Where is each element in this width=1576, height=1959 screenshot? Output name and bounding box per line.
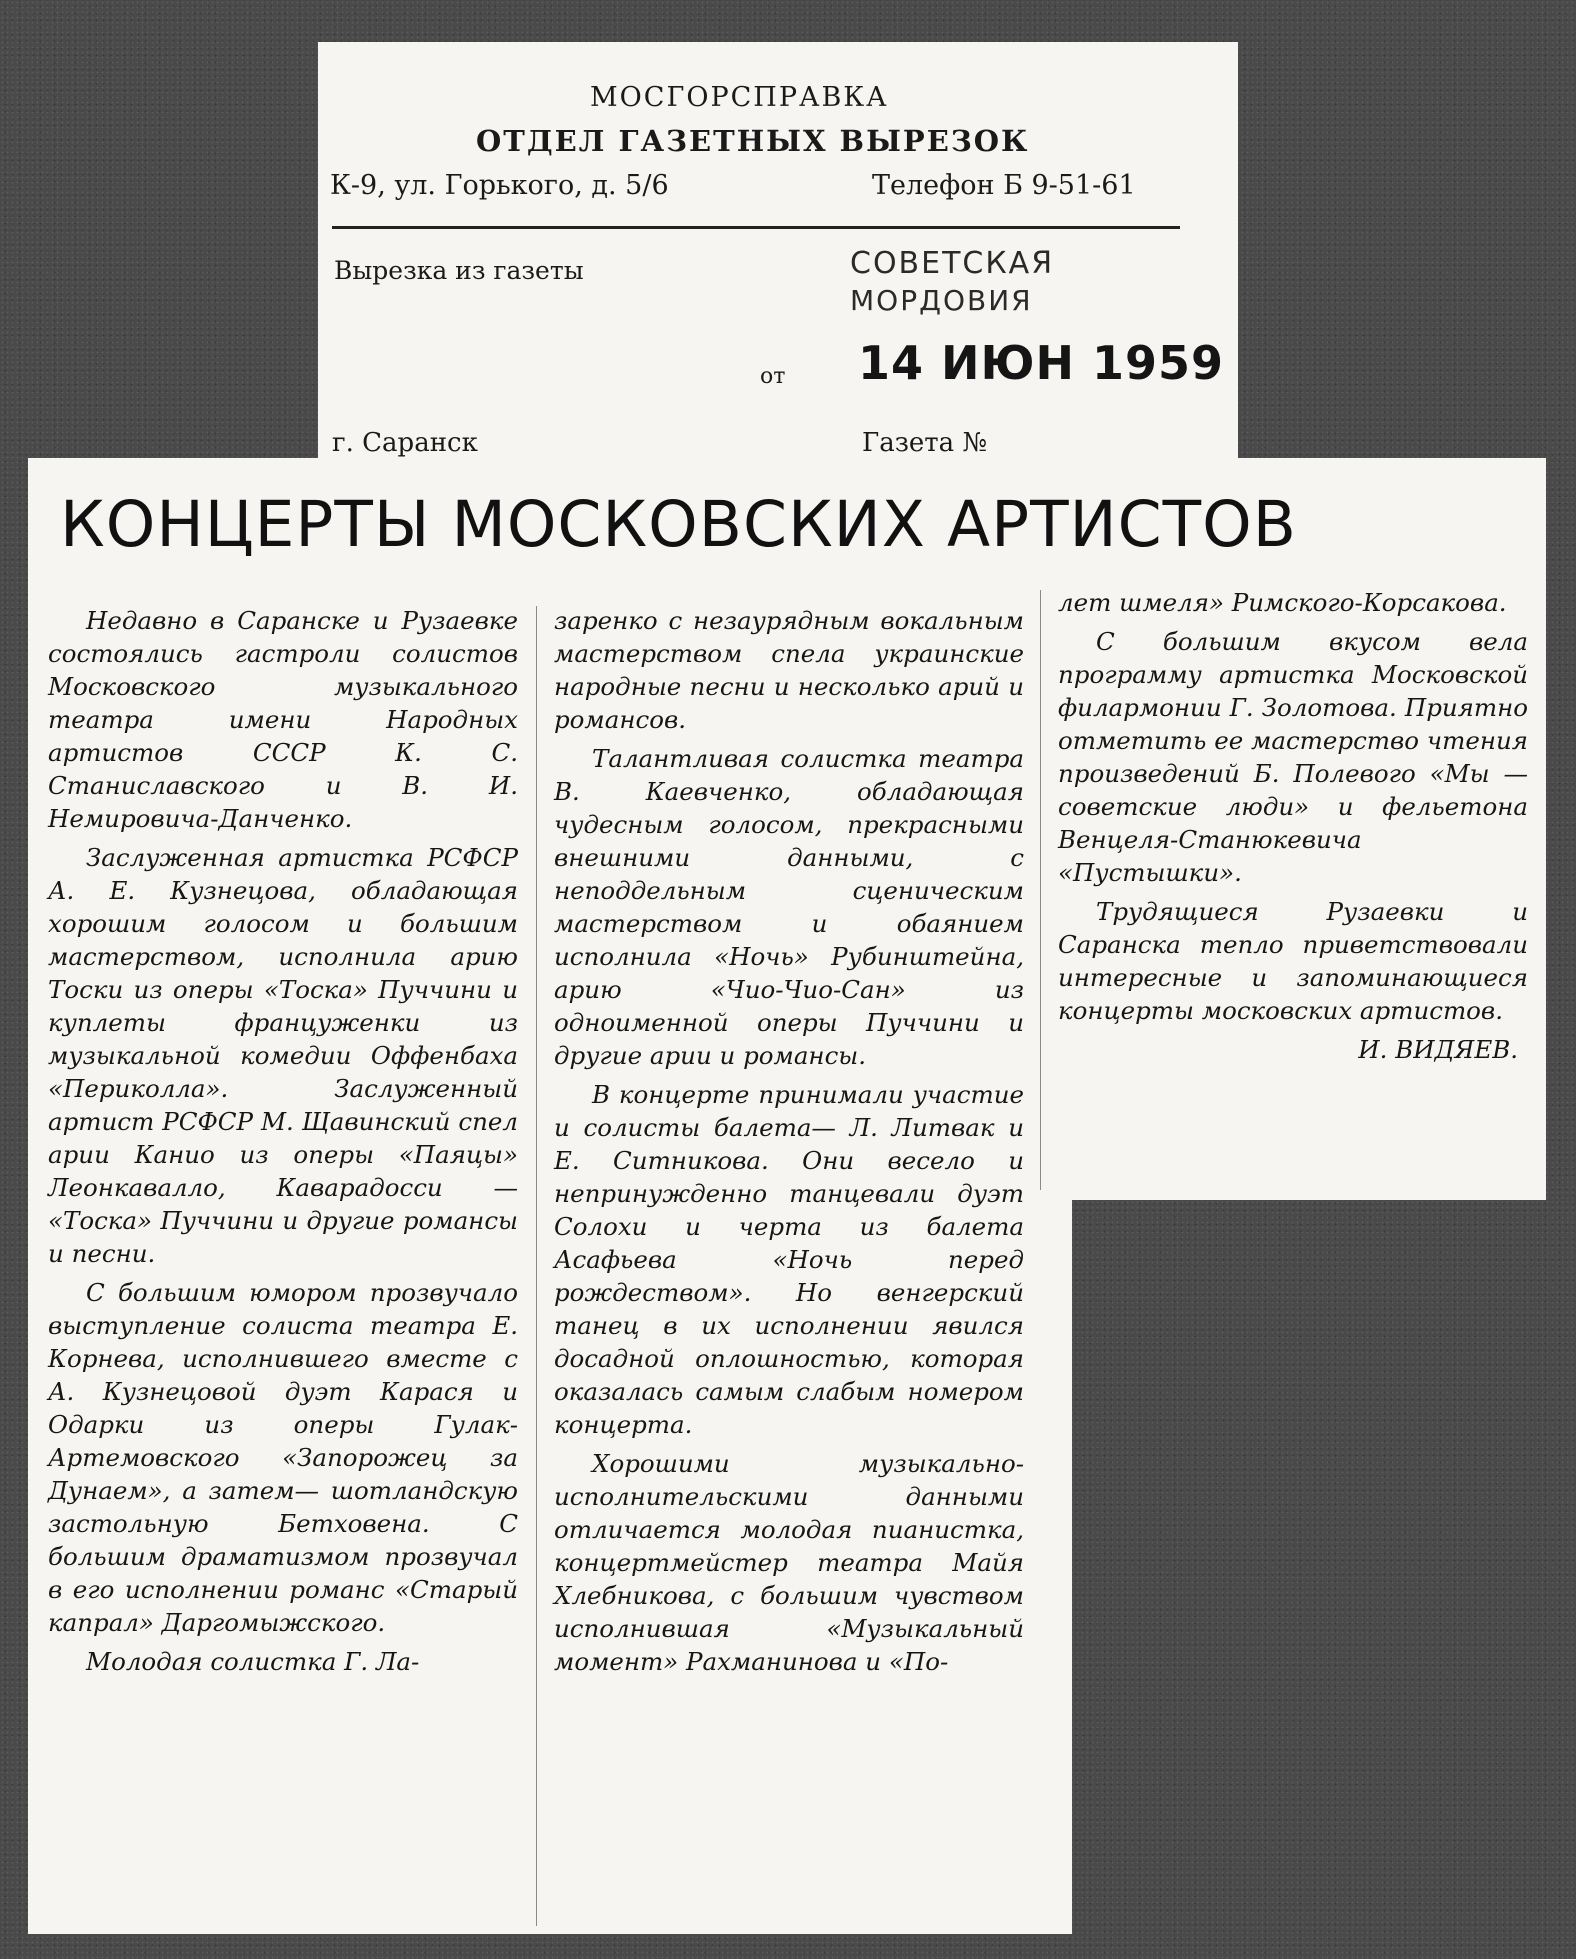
newspaper-stamp-line1: СОВЕТСКАЯ [850,246,1055,281]
author-signature: И. ВИДЯЕВ. [1358,1035,1518,1064]
paragraph: Заслуженная артистка РСФСР А. Е. Кузнецова, обладающая хорошим голосом и большим мастерством, исполнила арию Тоски из оперы «Тоска» Пуччини и куплеты француженки из музыкальной комедии Оффенбаха «Периколла». Заслуженный артист РСФСР М. Щавинский спел арии Канио из оперы «Паяцы» Леонкавалло, Каварадосси — «Тоска» Пуччини и другие романсы и песни. [48,843,518,1268]
department-name: ОТДЕЛ ГАЗЕТНЫХ ВЫРЕЗОК [476,124,1030,158]
paragraph-continued: лет шмеля» Римского-Корсакова. [1058,588,1507,617]
paragraph: Трудящиеся Рузаевки и Саранска тепло приветствовали интересные и запоминающиеся концерты московских артистов. [1058,897,1528,1025]
agency-address: К-9, ул. Горького, д. 5/6 [330,170,669,201]
article-headline: КОНЦЕРТЫ МОСКОВСКИХ АРТИСТОВ [60,488,1297,561]
clipping-label: Вырезка из газеты [334,256,584,285]
article-column-3 [1058,586,1528,1072]
city-label: г. Саранск [332,428,478,458]
article-column-2 [554,604,1024,1684]
agency-phone: Телефон Б 9-51-61 [872,170,1136,201]
date-from-label: от [760,364,786,389]
column-divider [1040,590,1041,1190]
agency-name: МОСГОРСПРАВКА [590,82,889,113]
newspaper-stamp-line2: МОРДОВИЯ [850,284,1033,317]
paragraph: Недавно в Саранске и Рузаевке состоялись гастроли солистов Московского музыкального театра имени Народных артистов СССР К. С. Станиславского и В. И. Немировича-Данченко. [48,606,518,833]
date-stamp: 14 ИЮН 1959 [858,336,1225,390]
paragraph: Хорошими музыкально-исполнительскими данными отличается молодая пианистка, концертмейстер театра Майя Хлебникова, с большим чувством исполнившая «Музыкальный момент» Рахманинова и «По- [554,1449,1024,1676]
paragraph: С большим юмором прозвучало выступление солиста театра Е. Корнева, исполнившего вместе с А. Кузнецовой дуэт Карася и Одарки из оперы Гулак-Артемовского «Запорожец за Дунаем», а затем— шотландскую застольную Бетховена. С большим драматизмом прозвучал в его исполнении романс «Старый капрал» Даргомыжского. [48,1278,518,1637]
paragraph: В концерте принимали участие и солисты балета— Л. Литвак и Е. Ситникова. Они весело и непринужденно танцевали дуэт Солохи и черта из балета Асафьева «Ночь перед рождеством». Но венгерский танец в их исполнении явился досадной оплошностью, которая оказалась самым слабым номером концерта. [554,1080,1024,1439]
header-divider [332,226,1180,229]
column-divider [536,606,537,1926]
article-column-1 [48,604,518,1684]
paragraph: С большим вкусом вела программу артистка Московской филармонии Г. Золотова. Приятно отметить ее мастерство чтения произведений Б. Полевого «Мы — советские люди» и фельетона Венцеля-Станюкевича «Пустышки». [1058,627,1528,887]
issue-number-label: Газета № [862,428,988,458]
paragraph-continued: заренко с незаурядным вокальным мастерством спела украинские народные песни и несколько арий и романсов. [554,606,1024,734]
paragraph: Молодая солистка Г. Ла- [86,1647,420,1676]
paragraph: Талантливая солистка театра В. Каевченко, обладающая чудесным голосом, прекрасными внешними данными, с неподдельным сценическим мастерством и обаянием исполнила «Ночь» Рубинштейна, арию «Чио-Чио-Сан» из одноименной оперы Пуччини и другие арии и романсы. [554,744,1024,1070]
